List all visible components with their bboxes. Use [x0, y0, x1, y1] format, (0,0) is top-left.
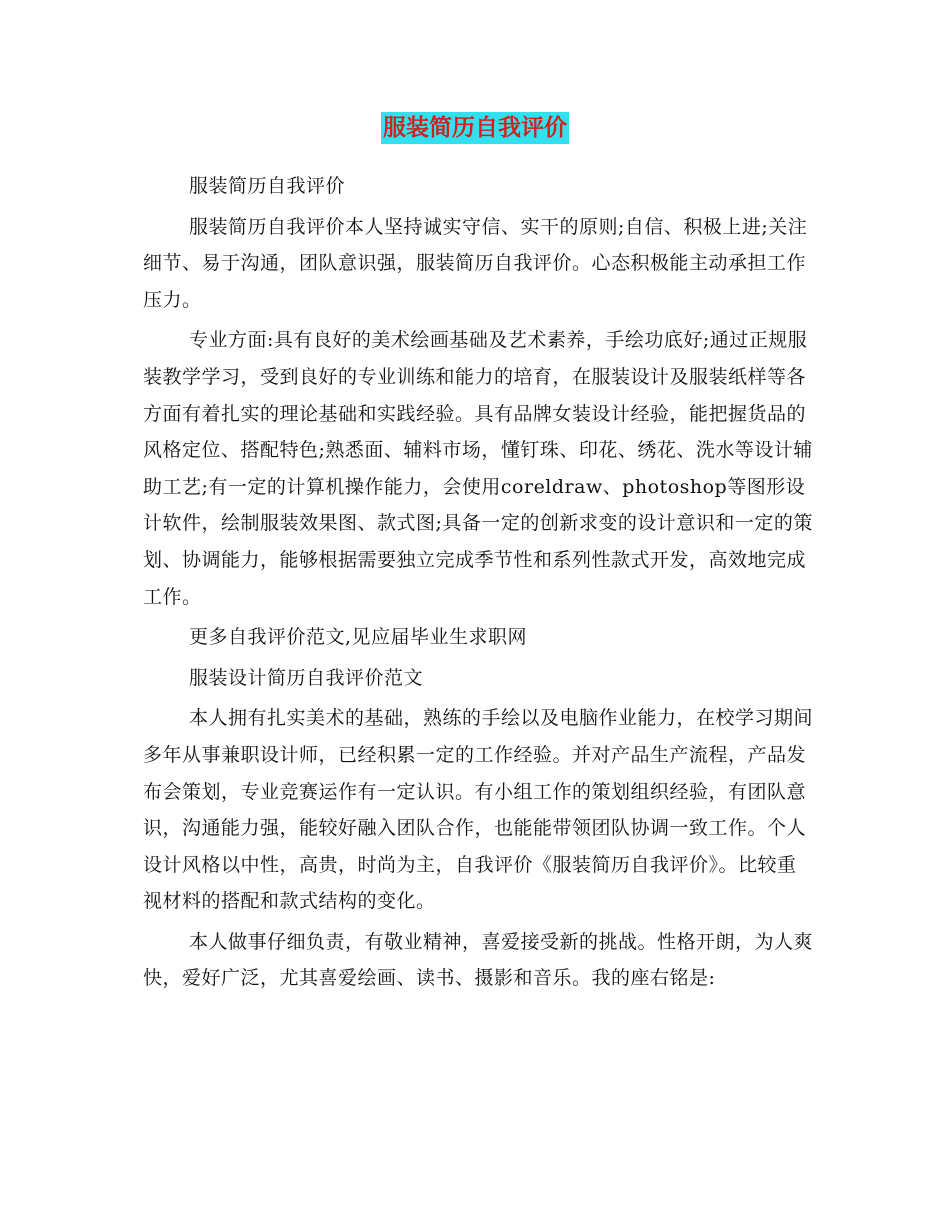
paragraph-section-heading: 服装设计简历自我评价范文	[189, 666, 424, 689]
paragraph-professional: 专业方面:具有良好的美术绘画基础及艺术素养，手绘功底好;通过正规服装教学学习，受到良好的专业训练和能力的培育，在服装设计及服装纸样等各方面有着扎实的理论基础和实践经验。具有品牌女装设计经验，能把握货品的风格定位、搭配特色;熟悉面、辅料市场，懂钉珠、印花、绣花、洗水等设计辅助工艺;有一定的计算机操作能力，会使用coreldraw、photoshop等图形设计软件，绘制服装效果图、款式图;具备一定的创新求变的设计意识和一定的策划、协调能力，能够根据需要独立完成季节性和系列性款式开发，高效地完成工作。	[143, 329, 813, 608]
paragraph-subtitle: 服装简历自我评价	[189, 175, 346, 197]
paragraph-more-link: 更多自我评价范文,见应届毕业生求职网	[189, 626, 528, 649]
title-container	[0, 112, 950, 144]
document-body	[143, 168, 815, 1001]
paragraph-personality: 本人做事仔细负责，有敬业精神，喜爱接受新的挑战。性格开朗，为人爽快，爱好广泛，尤其喜爱绘画、读书、摄影和音乐。我的座右铭是:	[143, 930, 814, 990]
paragraph-summary: 服装简历自我评价本人坚持诚实守信、实干的原则;自信、积极上进;关注细节、易于沟通，团队意识强，服装简历自我评价。心态积极能主动承担工作压力。	[143, 215, 808, 311]
document-title: 服装简历自我评价	[381, 112, 569, 144]
paragraph-design-summary: 本人拥有扎实美术的基础，熟练的手绘以及电脑作业能力，在校学习期间多年从事兼职设计师，已经积累一定的工作经验。并对产品生产流程，产品发布会策划，专业竞赛运作有一定认识。有小组工作的策划组织经验，有团队意识，沟通能力强，能较好融入团队合作，也能能带领团队协调一致工作。个人设计风格以中性，高贵，时尚为主，自我评价《服装简历自我评价》。比较重视材料的搭配和款式结构的变化。	[143, 707, 814, 913]
